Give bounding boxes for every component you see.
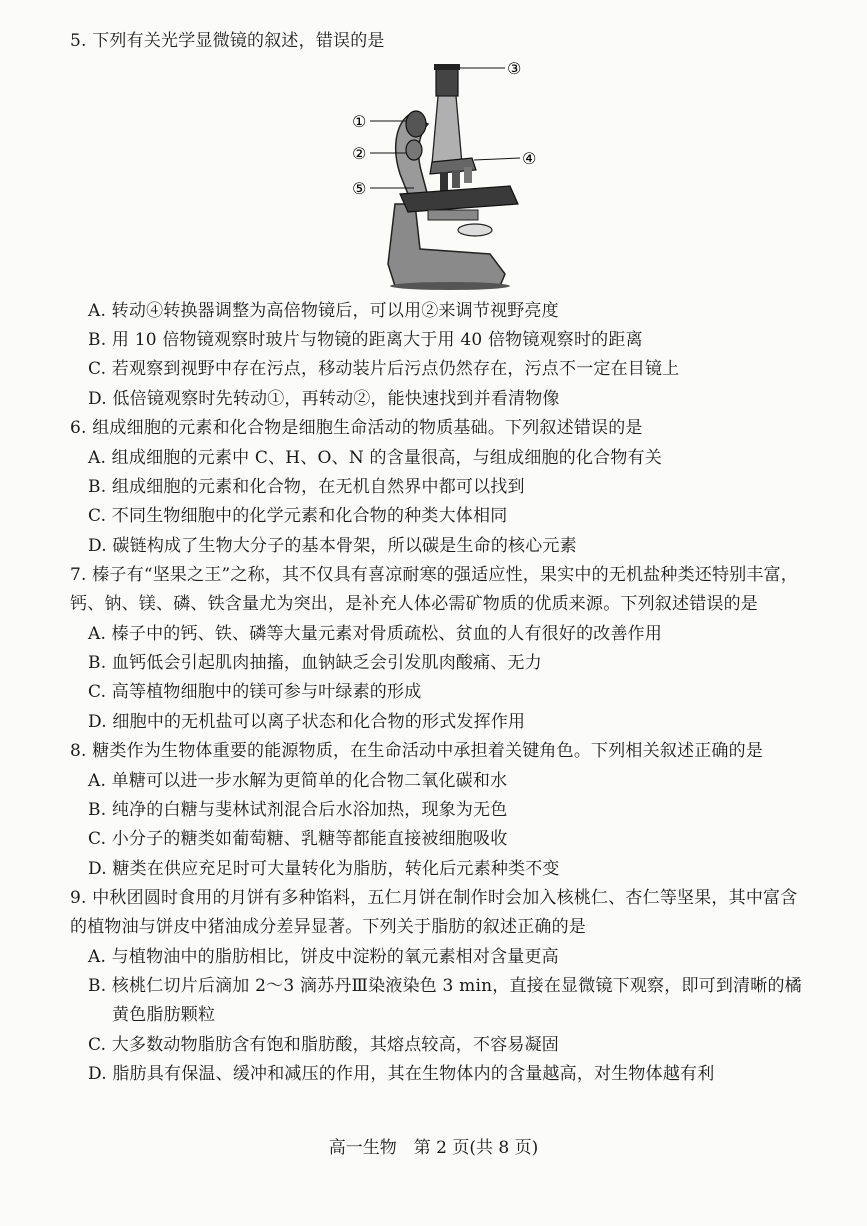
- question-6-option-a: A. 组成细胞的元素中 C、H、O、N 的含量很高，与组成细胞的化合物有关: [88, 448, 662, 468]
- question-5-option-a: A. 转动④转换器调整为高倍物镜后，可以用②来调节视野亮度: [88, 301, 559, 321]
- question-8-stem: 8. 糖类作为生物体重要的能源物质，在生命活动中承担着关键角色。下列相关叙述正确的是: [70, 741, 764, 761]
- question-9-option-a: A. 与植物油中的脂肪相比，饼皮中淀粉的氧元素相对含量更高: [88, 947, 559, 967]
- question-7-stem-line-2: 钙、钠、镁、磷、铁含量尤为突出，是补充人体必需矿物质的优质来源。下列叙述错误的是: [70, 594, 758, 614]
- question-9-stem-line-2: 的植物油与饼皮中猪油成分差异显著。下列关于脂肪的叙述正确的是: [70, 917, 586, 937]
- question-7-option-c: C. 高等植物细胞中的镁可参与叶绿素的形成: [88, 682, 422, 702]
- question-9-option-b-line-1: B. 核桃仁切片后滴加 2～3 滴苏丹Ⅲ染液染色 3 min，直接在显微镜下观察，即可到清晰的橘: [88, 976, 802, 996]
- microscope-figure: [340, 54, 540, 294]
- figure-label-3: ③: [507, 59, 522, 78]
- question-6-option-b: B. 组成细胞的元素和化合物，在无机自然界中都可以找到: [88, 477, 525, 497]
- question-5-stem: 5. 下列有关光学显微镜的叙述，错误的是: [70, 31, 385, 51]
- question-7-option-a: A. 榛子中的钙、铁、磷等大量元素对骨质疏松、贫血的人有很好的改善作用: [88, 624, 663, 644]
- question-8-option-b: B. 纯净的白糖与斐林试剂混合后水浴加热，现象为无色: [88, 800, 508, 820]
- question-5-option-b: B. 用 10 倍物镜观察时玻片与物镜的距离大于用 40 倍物镜观察时的距离: [88, 330, 643, 350]
- figure-label-1: ①: [352, 112, 367, 131]
- figure-label-5: ⑤: [352, 179, 367, 198]
- question-7-option-d: D. 细胞中的无机盐可以离子状态和化合物的形式发挥作用: [88, 712, 526, 732]
- question-9-option-b-line-2: 黄色脂肪颗粒: [112, 1005, 216, 1025]
- question-5-option-c: C. 若观察到视野中存在污点，移动装片后污点仍然存在，污点不一定在目镜上: [88, 359, 680, 379]
- figure-label-2: ②: [352, 144, 367, 163]
- question-9-option-d: D. 脂肪具有保温、缓冲和减压的作用，其在生物体内的含量越高，对生物体越有利: [88, 1064, 715, 1084]
- question-8-option-d: D. 糖类在供应充足时可大量转化为脂肪，转化后元素种类不变: [88, 859, 560, 879]
- figure-label-4: ④: [522, 149, 537, 168]
- question-7-stem-line-1: 7. 榛子有“坚果之王”之称，其不仅具有喜凉耐寒的强适应性，果实中的无机盐种类还特别丰富，: [70, 565, 799, 585]
- question-8-option-c: C. 小分子的糖类如葡萄糖、乳糖等都能直接被细胞吸收: [88, 829, 508, 849]
- question-5-option-d: D. 低倍镜观察时先转动①，再转动②，能快速找到并看清物像: [88, 389, 560, 409]
- question-7-option-b: B. 血钙低会引起肌肉抽搐，血钠缺乏会引发肌肉酸痛、无力: [88, 653, 542, 673]
- page-footer: 高一生物 第 2 页(共 8 页): [328, 1138, 539, 1158]
- question-9-option-c: C. 大多数动物脂肪含有饱和脂肪酸，其熔点较高，不容易凝固: [88, 1035, 560, 1055]
- question-6-option-d: D. 碳链构成了生物大分子的基本骨架，所以碳是生命的核心元素: [88, 536, 577, 556]
- question-6-option-c: C. 不同生物细胞中的化学元素和化合物的种类大体相同: [88, 506, 508, 526]
- question-9-stem-line-1: 9. 中秋团圆时食用的月饼有多种馅料，五仁月饼在制作时会加入核桃仁、杏仁等坚果，其中富含: [70, 888, 798, 908]
- question-8-option-a: A. 单糖可以进一步水解为更简单的化合物二氧化碳和水: [88, 771, 508, 791]
- question-6-stem: 6. 组成细胞的元素和化合物是细胞生命活动的物质基础。下列叙述错误的是: [70, 418, 643, 438]
